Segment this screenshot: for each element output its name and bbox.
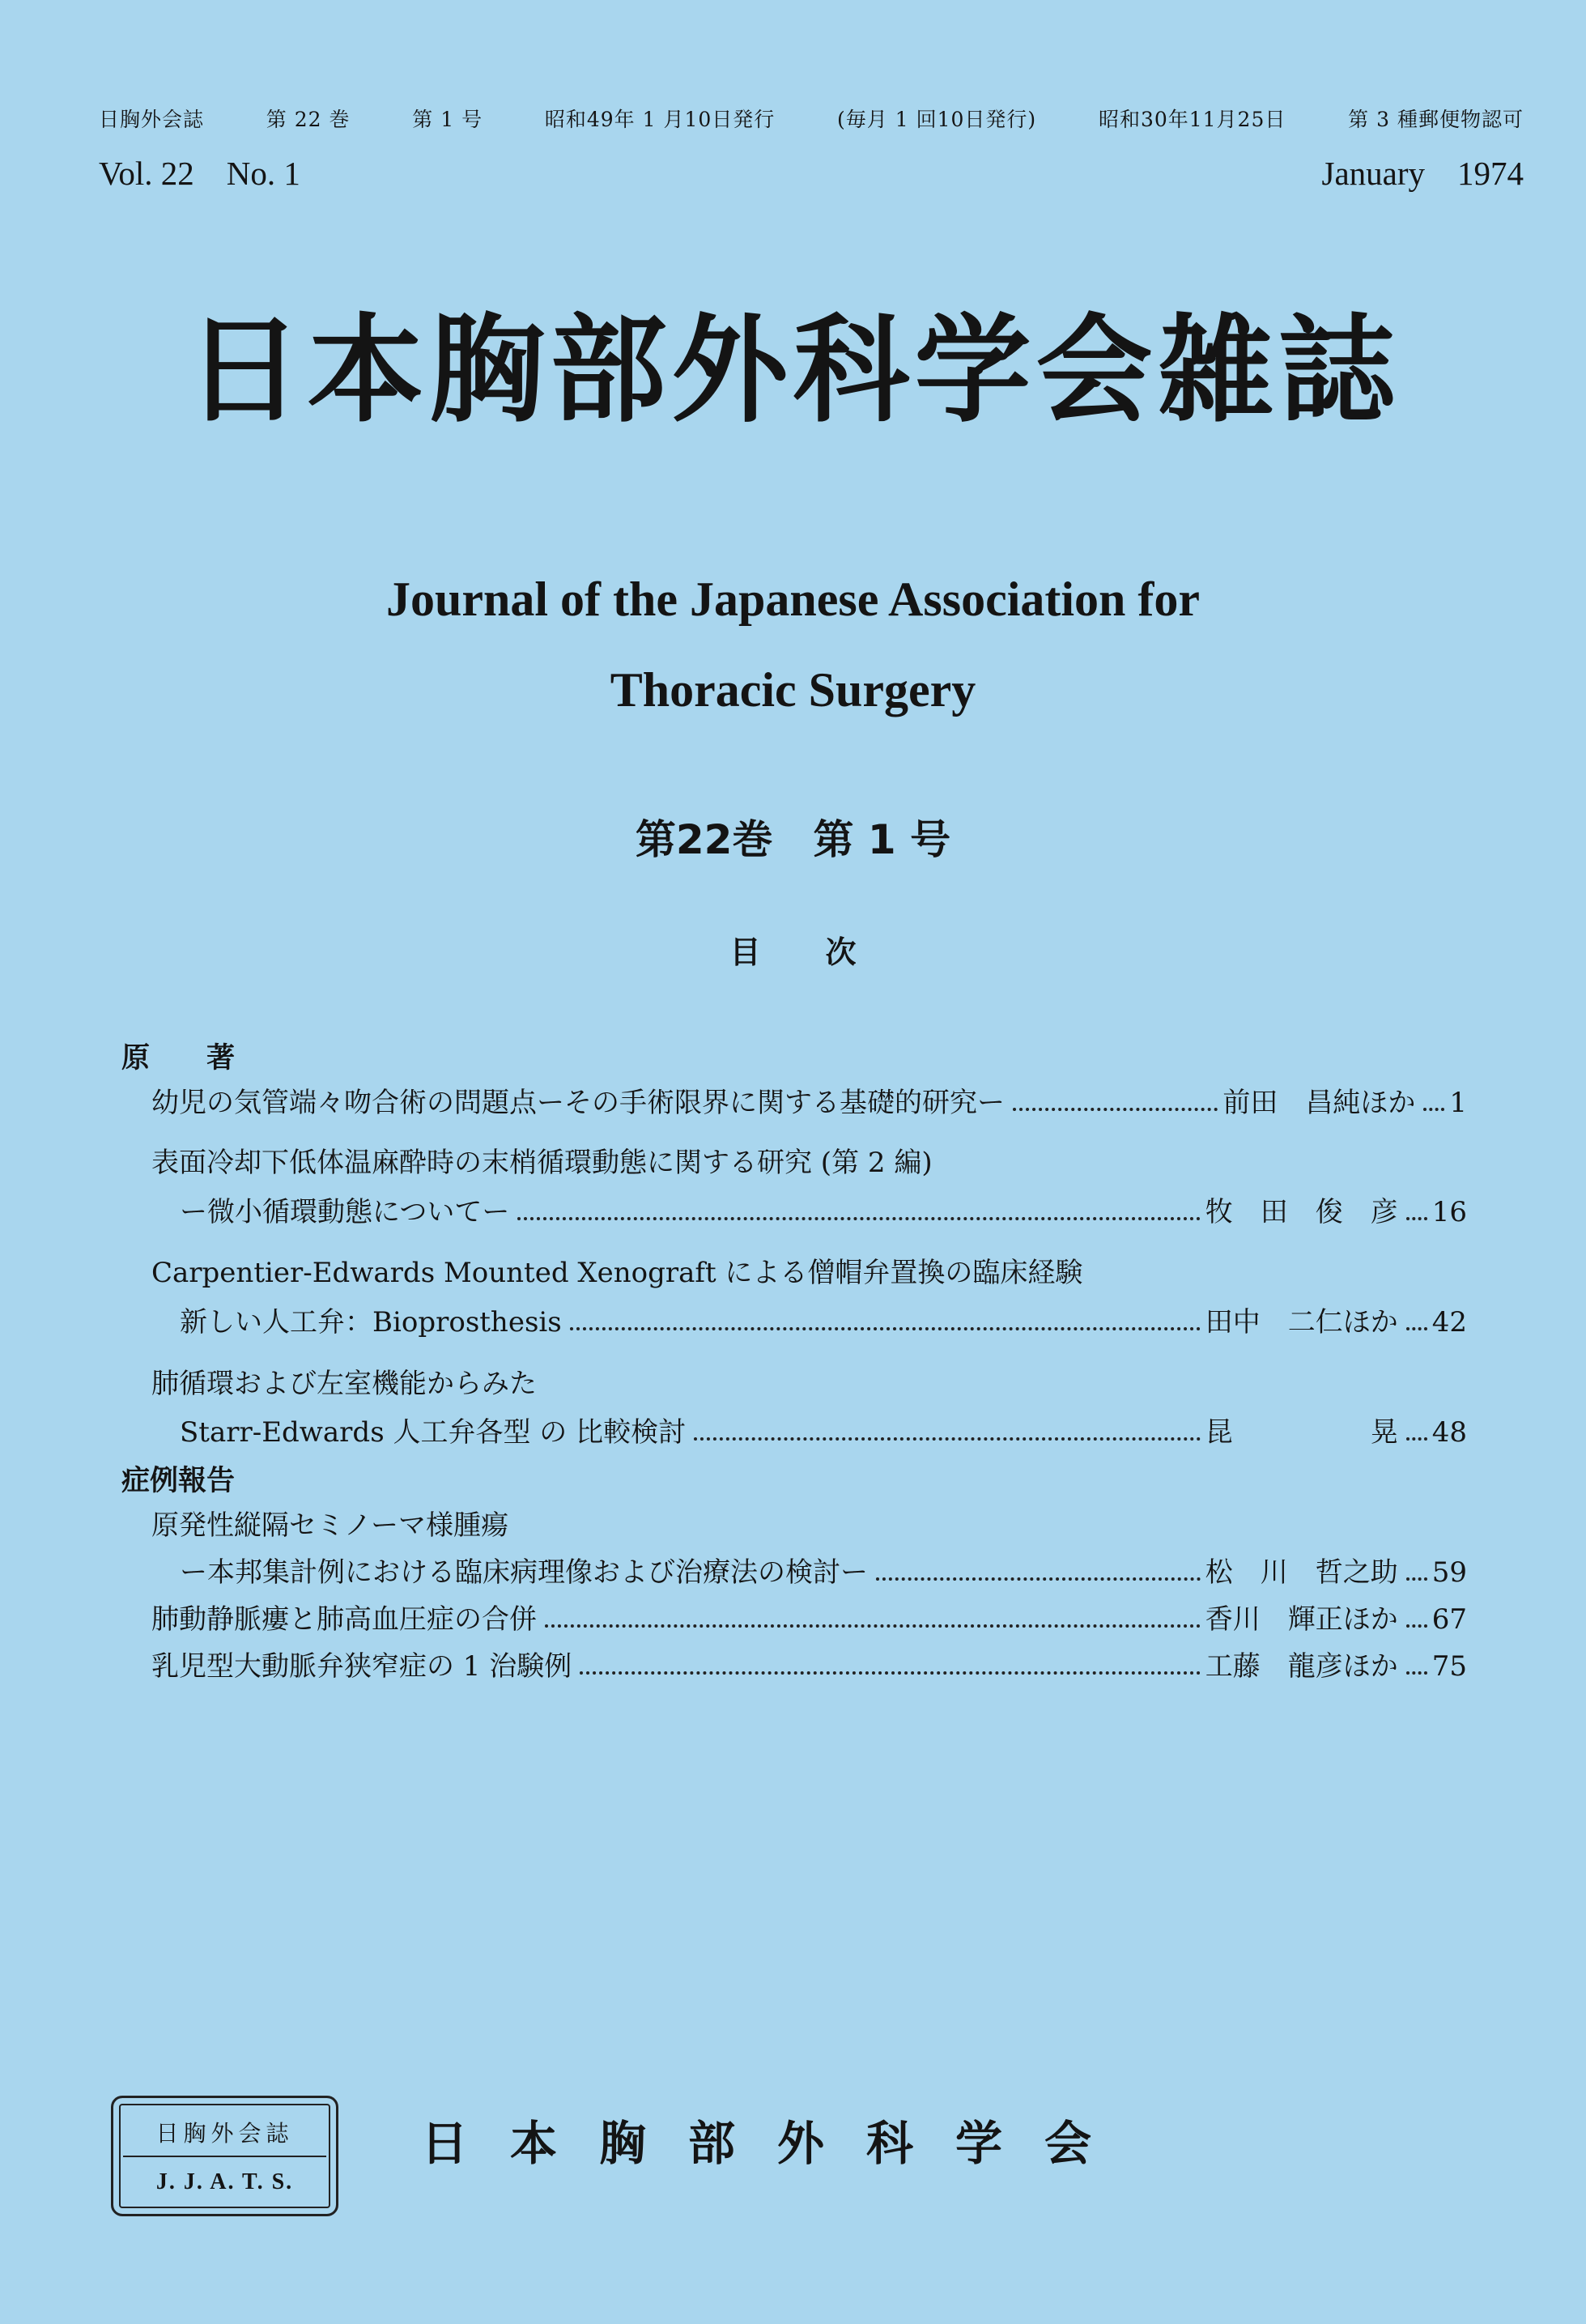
volume-number-group <box>99 154 300 193</box>
toc-entry-author: 松 川 哲之助 <box>1205 1556 1398 1589</box>
toc-entry[interactable] <box>151 1089 1467 1117</box>
publisher-name: 日本胸部外科学会 <box>421 2116 1134 2171</box>
section-case-reports: 症例報告 <box>121 1465 236 1497</box>
issue-number: No. 1 <box>226 155 300 192</box>
toc-entry[interactable] <box>180 1416 1467 1449</box>
toc-entry-title-line1: 原発性縦隔セミノーマ様腫瘍 <box>151 1509 508 1542</box>
toc-entry-title: 新しい人工弁：Bioprosthesis <box>180 1306 562 1339</box>
publication-info <box>99 104 1524 133</box>
pubinfo-item: 第 22 巻 <box>266 108 351 131</box>
pubinfo-item: 第 1 号 <box>412 108 483 131</box>
pubinfo-item: 日胸外会誌 <box>99 108 205 131</box>
leader-dots <box>517 1217 1200 1220</box>
leader-dots <box>694 1437 1201 1441</box>
volume-number: Vol. 22 <box>99 155 194 192</box>
toc-heading <box>0 934 1586 970</box>
section-char: 原 <box>121 1042 151 1075</box>
toc-entry-page: 75 <box>1431 1650 1467 1683</box>
toc-entry-title: Starr-Edwards 人工弁各型 の 比較検討 <box>180 1416 687 1449</box>
toc-entry-page: 59 <box>1431 1556 1467 1589</box>
toc-entry-title: 乳児型大動脈弁狭窄症の 1 治験例 <box>151 1650 572 1683</box>
pubinfo-item: 第 3 種郵便物認可 <box>1348 108 1524 131</box>
toc-entry[interactable] <box>180 1198 1467 1226</box>
pubinfo-item: 昭和49年 1 月10日発行 <box>544 108 776 131</box>
abbreviation-divider <box>123 2156 326 2157</box>
toc-entry-page: 42 <box>1431 1306 1467 1339</box>
toc-entry-title-line1: Carpentier-Edwards Mounted Xenograft による僧帽弁置換の臨床経験 <box>151 1257 1083 1289</box>
abbreviation-en: J. J. A. T. S. <box>155 2169 294 2194</box>
issue-month: January <box>1321 155 1425 192</box>
toc-heading-char: 目 <box>729 934 761 970</box>
pubinfo-item: 昭和30年11月25日 <box>1098 108 1286 131</box>
toc-entry-author: 香川 輝正ほか <box>1205 1603 1398 1636</box>
leader-dots <box>876 1577 1201 1581</box>
leader-dots <box>1406 1217 1427 1220</box>
toc-entry[interactable] <box>180 1556 1467 1589</box>
journal-title-en-line2: Thoracic Surgery <box>610 663 976 717</box>
leader-dots <box>1013 1108 1218 1111</box>
journal-abbreviation-box <box>111 2096 338 2216</box>
toc-entry-title: 幼児の気管端々吻合術の問題点ーその手術限界に関する基礎的研究ー <box>151 1087 1005 1119</box>
pubinfo-item: (毎月 1 回10日発行) <box>837 108 1037 131</box>
issue-year: 1974 <box>1457 155 1524 192</box>
leader-dots <box>1406 1327 1427 1330</box>
leader-dots <box>1406 1577 1427 1581</box>
leader-dots <box>570 1327 1201 1330</box>
section-char: 著 <box>206 1042 236 1075</box>
leader-dots <box>580 1671 1200 1675</box>
toc-entry-author: 工藤 龍彦ほか <box>1205 1650 1398 1683</box>
toc-entry-page: 16 <box>1431 1196 1467 1228</box>
issue-date-group <box>1321 154 1524 193</box>
journal-title-jp: 日本胸部外科学会雑誌 <box>185 302 1401 438</box>
toc-entry-author: 昆 晃 <box>1205 1416 1398 1449</box>
leader-dots <box>1406 1624 1427 1628</box>
toc-entry-title-line1: 肺循環および左室機能からみた <box>151 1368 537 1400</box>
toc-entry-page: 48 <box>1431 1416 1467 1449</box>
section-original-articles <box>121 1042 236 1075</box>
toc-entry-title: 肺動静脈瘻と肺高血圧症の合併 <box>151 1603 537 1636</box>
volume-label: 第22巻 <box>635 816 773 863</box>
toc-entry-title-line1: 表面冷却下低体温麻酔時の末梢循環動態に関する研究 (第 2 編) <box>151 1147 933 1179</box>
leader-dots <box>545 1624 1201 1628</box>
leader-dots <box>1406 1671 1427 1675</box>
leader-dots <box>1406 1437 1427 1441</box>
leader-dots <box>1423 1108 1444 1111</box>
toc-entry-title: ー微小循環動態についてー <box>180 1196 510 1228</box>
toc-entry-page: 1 <box>1449 1087 1467 1119</box>
toc-heading-char: 次 <box>825 934 857 970</box>
journal-title-en-line1: Journal of the Japanese Association for <box>386 572 1200 626</box>
toc-entry[interactable] <box>151 1650 1467 1683</box>
toc-entry-author: 前田 昌純ほか <box>1222 1087 1416 1119</box>
volume-line <box>99 154 1524 193</box>
abbreviation-jp: 日胸外会誌 <box>155 2120 294 2147</box>
toc-entry-page: 67 <box>1431 1603 1467 1636</box>
toc-entry-author: 牧 田 俊 彦 <box>1205 1196 1398 1228</box>
toc-entry[interactable] <box>151 1603 1467 1636</box>
toc-entry-title: ー本邦集計例における臨床病理像および治療法の検討ー <box>180 1556 868 1589</box>
toc-entry-author: 田中 二仁ほか <box>1205 1306 1398 1339</box>
volume-issue-heading <box>0 816 1586 863</box>
toc-entry[interactable] <box>180 1306 1467 1339</box>
issue-label: 第 1 号 <box>813 816 951 863</box>
